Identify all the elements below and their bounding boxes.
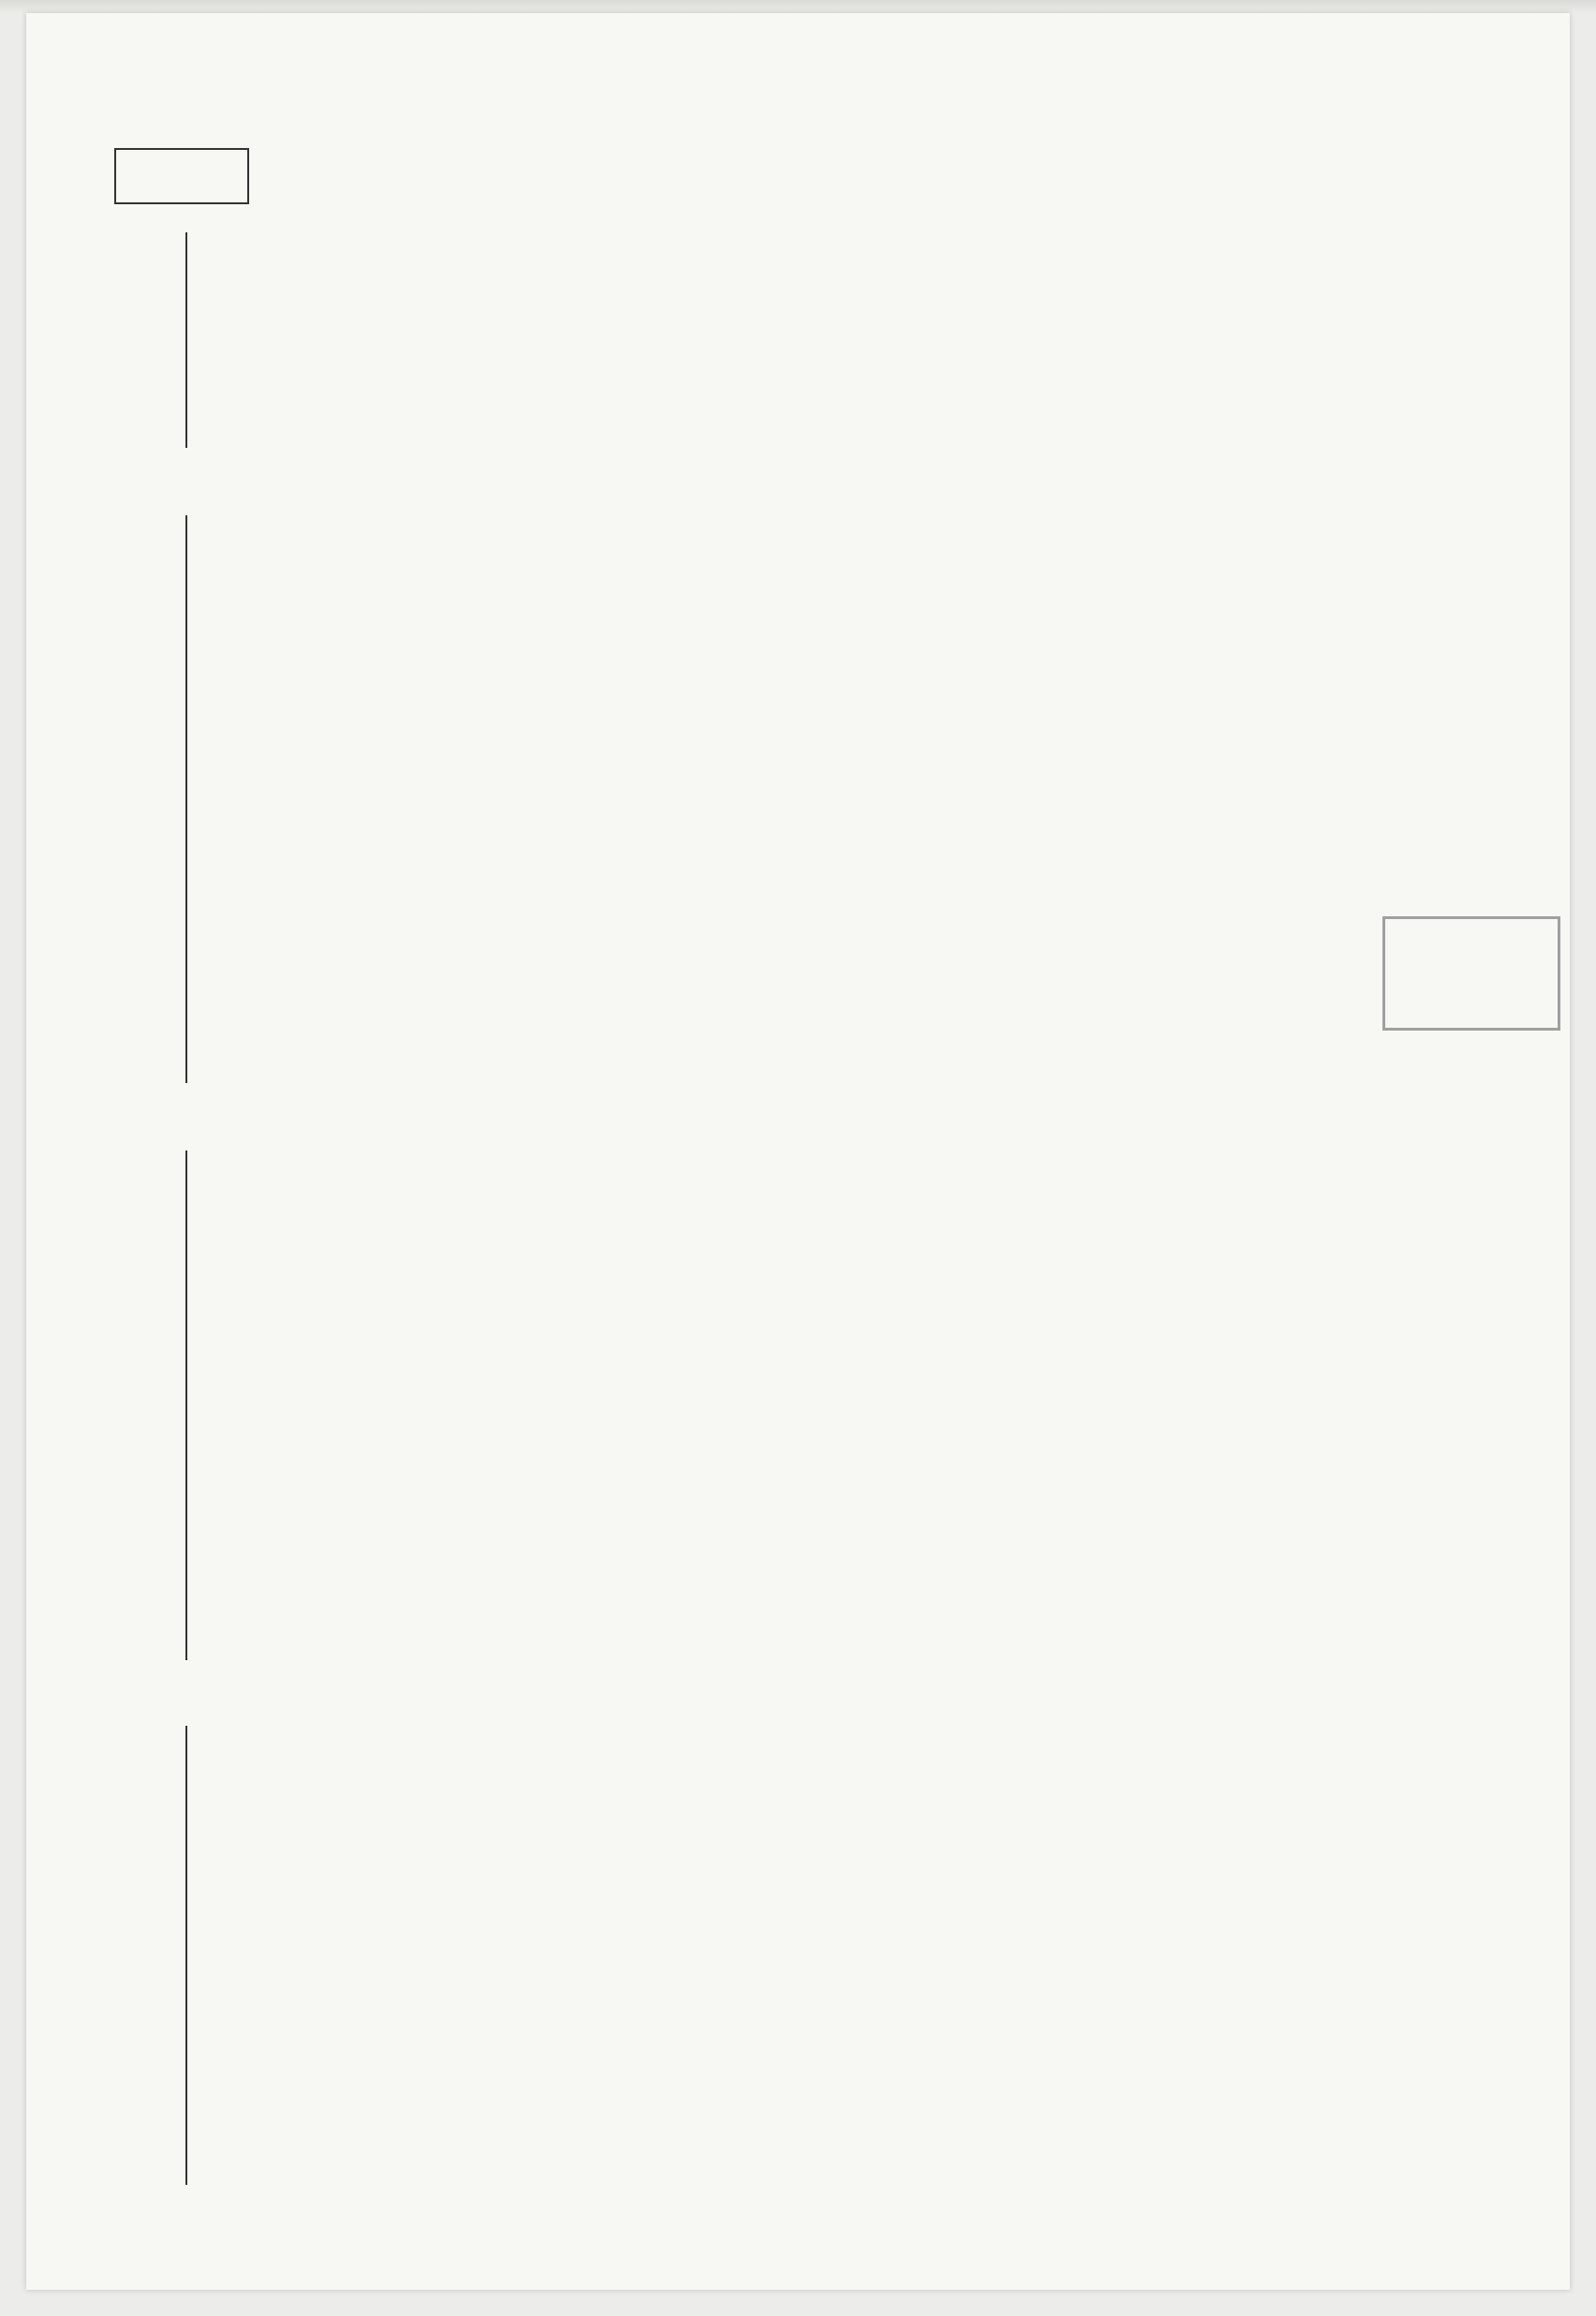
original-copy-mark	[114, 148, 249, 204]
document-page	[26, 13, 1570, 2290]
paper-edge	[0, 0, 1596, 13]
binding-line-segment	[185, 1151, 187, 1660]
binding-line-segment	[185, 515, 187, 1083]
binding-line-segment	[185, 232, 187, 448]
agency-seal-stamp	[1382, 916, 1560, 1031]
binding-line-segment	[185, 1726, 187, 2185]
